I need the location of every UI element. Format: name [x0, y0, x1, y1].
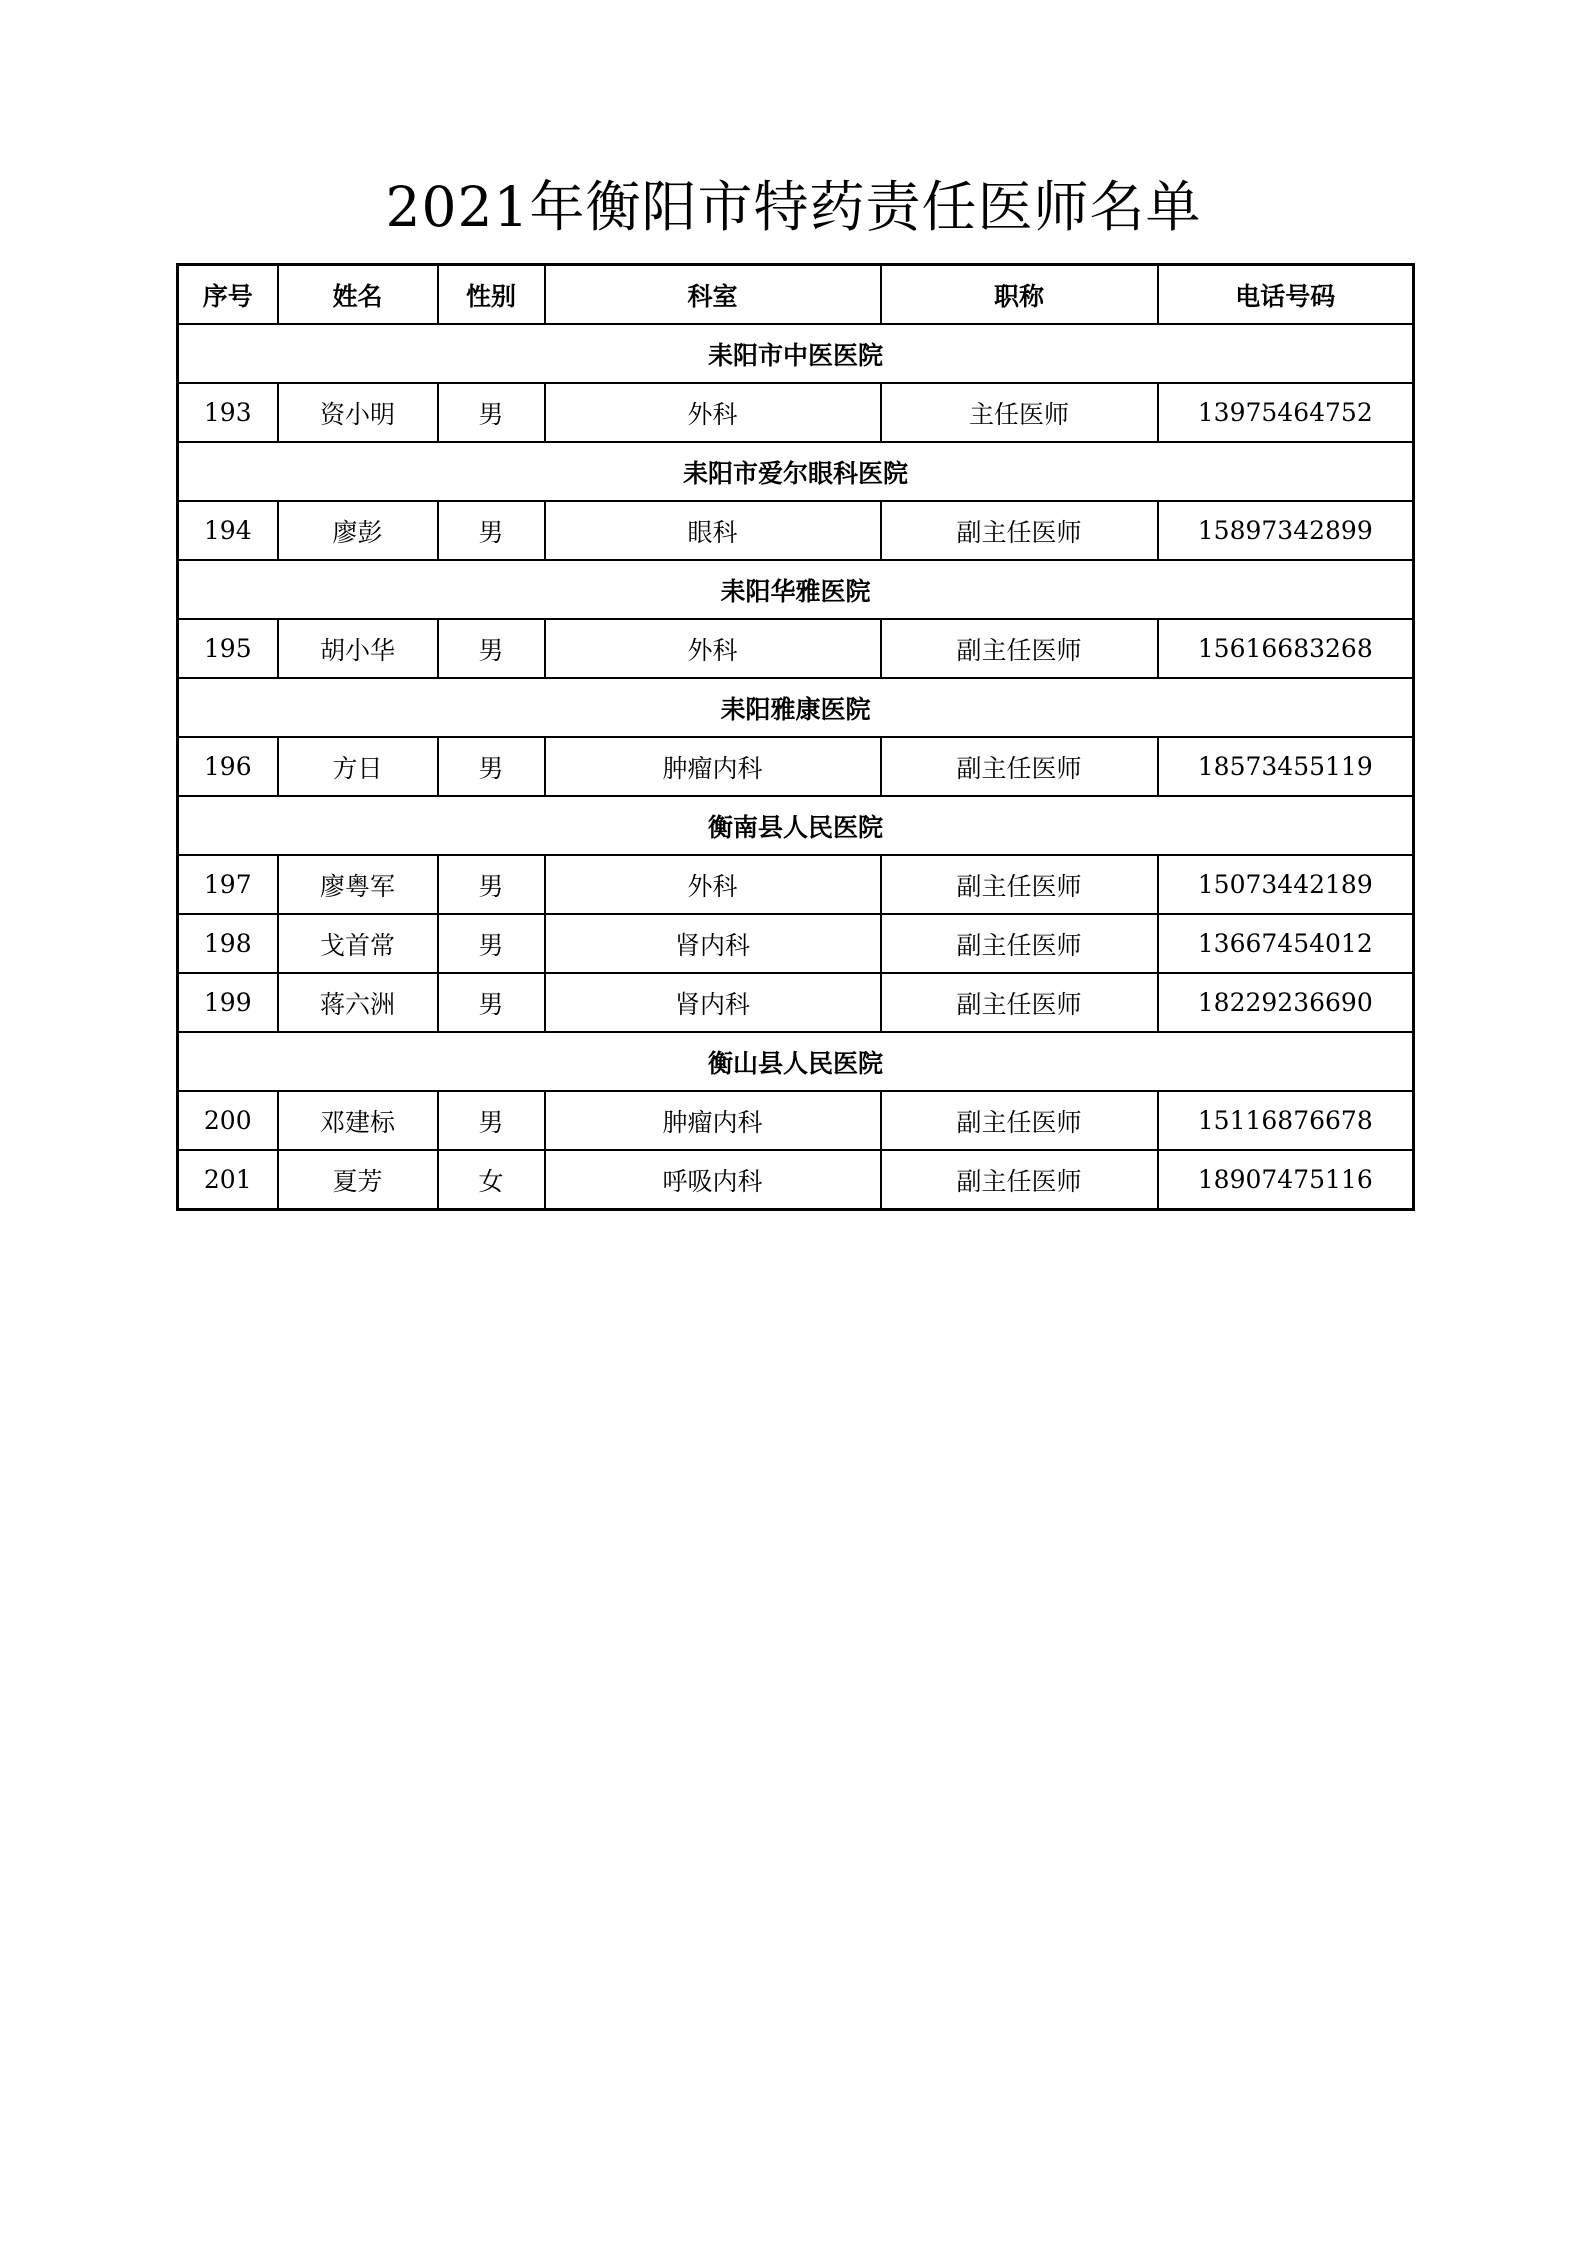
cell-phone: 13975464752: [1158, 383, 1414, 442]
hospital-group-row: [178, 796, 1414, 855]
cell-gender: 男: [438, 383, 545, 442]
cell-gender: 男: [438, 855, 545, 914]
table-row: [178, 914, 1414, 973]
table-row: [178, 501, 1414, 560]
cell-name: 方日: [278, 737, 438, 796]
cell-department: 外科: [545, 383, 881, 442]
table-row: [178, 855, 1414, 914]
header-gender: 性别: [438, 265, 545, 325]
cell-department: 外科: [545, 619, 881, 678]
cell-department: 肿瘤内科: [545, 737, 881, 796]
cell-name: 廖粤军: [278, 855, 438, 914]
cell-title: 副主任医师: [881, 501, 1158, 560]
cell-serial: 197: [178, 855, 278, 914]
table-row: [178, 619, 1414, 678]
table-row: [178, 383, 1414, 442]
header-serial: 序号: [178, 265, 278, 325]
cell-phone: 15073442189: [1158, 855, 1414, 914]
cell-serial: 195: [178, 619, 278, 678]
cell-name: 胡小华: [278, 619, 438, 678]
cell-gender: 男: [438, 619, 545, 678]
table-row: [178, 1091, 1414, 1150]
cell-serial: 193: [178, 383, 278, 442]
cell-gender: 男: [438, 1091, 545, 1150]
cell-name: 邓建标: [278, 1091, 438, 1150]
table-header-row: [178, 265, 1414, 325]
hospital-name: 耒阳市中医医院: [178, 324, 1414, 383]
cell-title: 主任医师: [881, 383, 1158, 442]
cell-phone: 13667454012: [1158, 914, 1414, 973]
hospital-name: 耒阳华雅医院: [178, 560, 1414, 619]
cell-gender: 男: [438, 973, 545, 1032]
cell-title: 副主任医师: [881, 1150, 1158, 1210]
header-department: 科室: [545, 265, 881, 325]
hospital-group-row: [178, 678, 1414, 737]
cell-serial: 194: [178, 501, 278, 560]
cell-phone: 15116876678: [1158, 1091, 1414, 1150]
cell-phone: 18907475116: [1158, 1150, 1414, 1210]
cell-department: 肾内科: [545, 973, 881, 1032]
header-phone: 电话号码: [1158, 265, 1414, 325]
cell-department: 眼科: [545, 501, 881, 560]
cell-gender: 男: [438, 501, 545, 560]
cell-title: 副主任医师: [881, 855, 1158, 914]
cell-name: 廖彭: [278, 501, 438, 560]
cell-gender: 男: [438, 737, 545, 796]
cell-phone: 15897342899: [1158, 501, 1414, 560]
table-body: [178, 324, 1414, 1210]
header-title: 职称: [881, 265, 1158, 325]
hospital-group-row: [178, 560, 1414, 619]
table-row: [178, 1150, 1414, 1210]
cell-title: 副主任医师: [881, 737, 1158, 796]
physician-table: [176, 263, 1415, 1211]
hospital-name: 耒阳市爱尔眼科医院: [178, 442, 1414, 501]
hospital-group-row: [178, 324, 1414, 383]
cell-serial: 196: [178, 737, 278, 796]
cell-gender: 女: [438, 1150, 545, 1210]
cell-department: 外科: [545, 855, 881, 914]
cell-serial: 198: [178, 914, 278, 973]
table-row: [178, 737, 1414, 796]
table-row: [178, 973, 1414, 1032]
hospital-name: 衡南县人民医院: [178, 796, 1414, 855]
hospital-group-row: [178, 442, 1414, 501]
cell-department: 呼吸内科: [545, 1150, 881, 1210]
cell-gender: 男: [438, 914, 545, 973]
cell-title: 副主任医师: [881, 914, 1158, 973]
cell-name: 夏芳: [278, 1150, 438, 1210]
cell-name: 资小明: [278, 383, 438, 442]
cell-title: 副主任医师: [881, 1091, 1158, 1150]
header-name: 姓名: [278, 265, 438, 325]
hospital-group-row: [178, 1032, 1414, 1091]
cell-phone: 15616683268: [1158, 619, 1414, 678]
page-title: 2021年衡阳市特药责任医师名单: [385, 175, 1202, 239]
cell-department: 肿瘤内科: [545, 1091, 881, 1150]
cell-title: 副主任医师: [881, 973, 1158, 1032]
cell-serial: 201: [178, 1150, 278, 1210]
cell-name: 戈首常: [278, 914, 438, 973]
cell-phone: 18573455119: [1158, 737, 1414, 796]
hospital-name: 耒阳雅康医院: [178, 678, 1414, 737]
hospital-name: 衡山县人民医院: [178, 1032, 1414, 1091]
cell-name: 蒋六洲: [278, 973, 438, 1032]
cell-title: 副主任医师: [881, 619, 1158, 678]
cell-serial: 200: [178, 1091, 278, 1150]
cell-department: 肾内科: [545, 914, 881, 973]
cell-serial: 199: [178, 973, 278, 1032]
cell-phone: 18229236690: [1158, 973, 1414, 1032]
